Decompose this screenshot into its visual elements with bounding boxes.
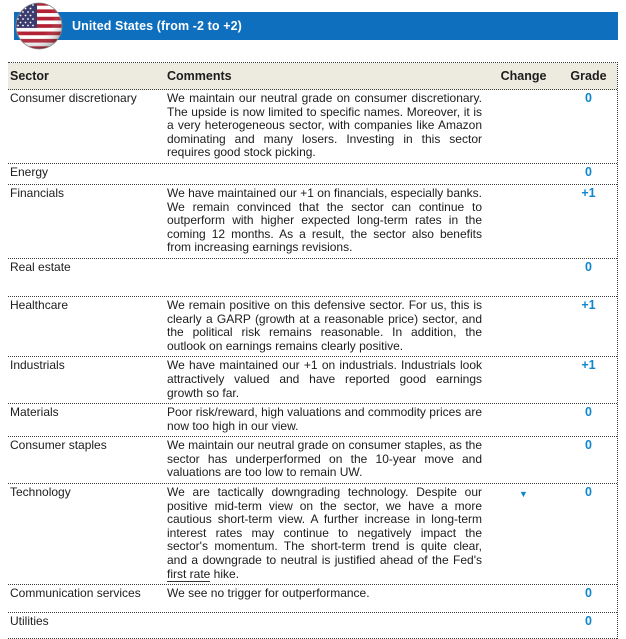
change-cell — [488, 259, 559, 296]
change-cell — [488, 185, 559, 258]
grade-value: +1 — [581, 358, 596, 373]
grade-value: +1 — [581, 297, 596, 312]
comment-text — [165, 90, 488, 163]
sector-label: Industrials — [10, 358, 65, 373]
sector-label: Technology — [10, 485, 71, 500]
change-cell — [488, 297, 559, 356]
comment-text-part: hike. — [210, 566, 240, 581]
sector-label: Healthcare — [10, 297, 69, 312]
grade-value: 0 — [585, 164, 592, 179]
change-cell — [488, 90, 559, 163]
grade-value: 0 — [585, 259, 592, 274]
change-cell — [488, 404, 559, 436]
change-cell — [488, 357, 559, 403]
us-flag-icon — [15, 2, 63, 50]
title-bar — [14, 12, 618, 40]
grade-value: 0 — [585, 405, 592, 420]
table-row — [8, 484, 617, 585]
comment-text-part: We have maintained our +1 on financials, especially banks. We remain convinced that the sector can continue to outperform with higher expected long-term rates in the coming 12 months. As a result, the sector also benefits from increasing earnings revisions. — [167, 185, 482, 255]
grade-value: 0 — [585, 614, 592, 629]
page-title: United States (from -2 to +2) — [72, 19, 242, 33]
change-cell — [488, 585, 559, 612]
comment-text-part: We see no trigger for outperformance. — [167, 586, 370, 601]
comment-text — [165, 297, 488, 356]
table-row — [8, 164, 617, 185]
comment-text — [165, 357, 488, 403]
column-header-change: Change — [500, 69, 547, 83]
comment-text-part: We remain positive on this defensive sector. For us, this is clearly a GARP (growth at a reasonable price) sector, and the political risk remains reasonable. In addition, the outlook on earnings remains clearly positive. — [167, 297, 482, 353]
comment-text — [165, 404, 488, 436]
table-row — [8, 585, 617, 613]
table-body — [8, 90, 617, 639]
change-cell — [488, 164, 559, 184]
table-header-row — [8, 63, 617, 90]
change-down-icon: ▼ — [519, 489, 528, 500]
sector-label: Communication services — [10, 586, 141, 601]
grade-value: 0 — [585, 91, 592, 105]
table-row — [8, 297, 617, 357]
comment-text — [165, 484, 488, 584]
sector-label: Real estate — [10, 259, 71, 274]
sector-label: Consumer staples — [10, 438, 107, 453]
change-cell — [488, 437, 559, 483]
column-header-comments: Comments — [167, 69, 232, 83]
comment-text — [165, 585, 488, 612]
sector-label: Consumer discretionary — [10, 91, 137, 105]
comment-text-part: We have maintained our +1 on industrials. Industrials look attractively valued and have reported good earnings growth so far. — [167, 358, 482, 400]
table-row — [8, 613, 617, 639]
sector-label: Utilities — [10, 614, 49, 629]
comment-text — [165, 437, 488, 483]
table-row — [8, 90, 617, 164]
comment-text — [165, 164, 488, 184]
comment-text-part: We are tactically downgrading technology. Despite our positive mid-term view on the sector, we have a more cautious short-term view. A further increase in long-term interest rates may continue to negatively impact the sector's momentum. The short-term trend is quite clear, and a downgrade to neutral is justified ahead of the Fed's — [167, 485, 482, 568]
comment-text — [165, 185, 488, 258]
grade-value: +1 — [581, 185, 596, 200]
table-row — [8, 259, 617, 297]
column-header-sector: Sector — [10, 69, 49, 83]
comment-text — [165, 613, 488, 638]
sector-label: Financials — [10, 185, 65, 200]
comment-text-part: We maintain our neutral grade on consumer discretionary. The upside is now limited to specific names. Moreover, it is a very heterogeneous sector, with companies like Amazon dominating and many losers. Investing in this sector requires good stock picking. — [167, 91, 482, 160]
grade-value: 0 — [585, 586, 592, 601]
table-row — [8, 404, 617, 437]
column-header-grade: Grade — [570, 69, 607, 83]
underlined-comment-text: first rate — [167, 566, 211, 581]
sector-label: Materials — [10, 405, 59, 420]
comment-text — [165, 259, 488, 296]
grade-value: 0 — [585, 438, 592, 453]
table-row — [8, 437, 617, 484]
change-cell — [488, 613, 559, 638]
comment-text-part: We maintain our neutral grade on consumer staples, as the sector has underperformed on the 10-year move and valuations are too low to remain UW. — [167, 438, 482, 480]
sector-grades-table — [8, 62, 618, 639]
table-row — [8, 357, 617, 404]
comment-text-part: Poor risk/reward, high valuations and commodity prices are now too high in our view. — [167, 405, 482, 433]
sector-label: Energy — [10, 164, 49, 179]
table-row — [8, 185, 617, 259]
grade-value: 0 — [585, 485, 592, 500]
